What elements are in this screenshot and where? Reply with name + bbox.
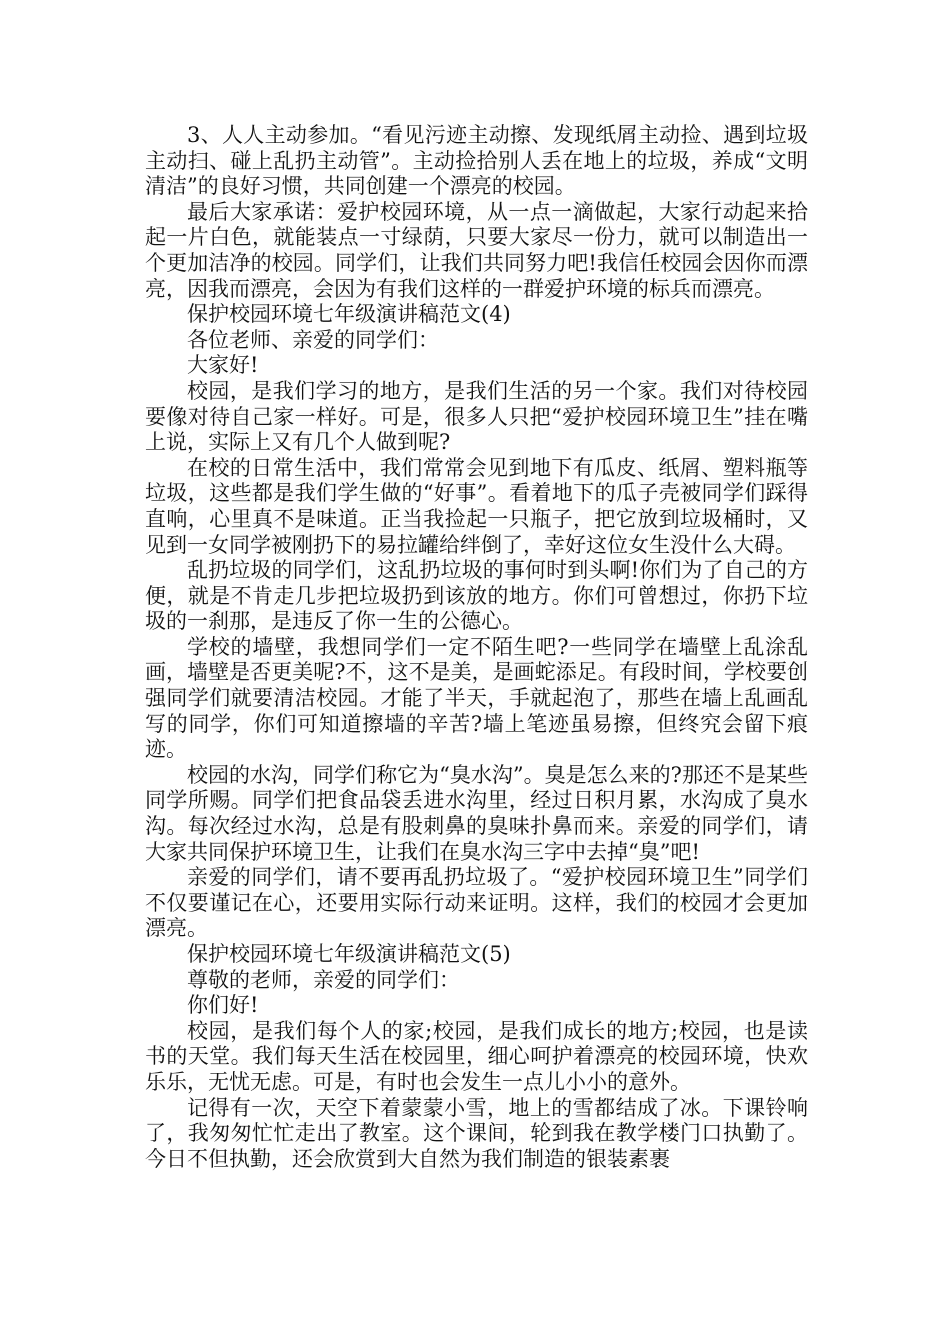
section-title-4: 保护校园环境七年级演讲稿范文(4) [187, 302, 511, 327]
section-title-5: 保护校园环境七年级演讲稿范文(5) [187, 942, 511, 966]
greeting-hello-5: 你们好! [187, 993, 259, 1018]
paragraph-participation: 3、人人主动参加。“看见污迹主动擦、发现纸屑主动捡、遇到垃圾主动扫、碰上乱扔主动管”。主动捡拾别人丢在地上的垃圾，养成“文明清洁”的良好习惯，共同创建一个漂亮的校园。 [145, 123, 808, 199]
paragraph-littering: 乱扔垃圾的同学们，这乱扔垃圾的事何时到头啊!你们为了自己的方便，就是不肯走几步把垃圾扔到该放的地方。你们可曾想过，你扔下垃圾的一刹那，是违反了你一生的公德心。 [145, 558, 808, 634]
paragraph-appeal: 亲爱的同学们，请不要再乱扔垃圾了。“爱护校园环境卫生”同学们不仅要谨记在心，还要用实际行动来证明。这样，我们的校园才会更加漂亮。 [145, 865, 808, 941]
document-page [145, 123, 808, 1172]
paragraph-promise: 最后大家承诺：爱护校园环境，从一点一滴做起，大家行动起来拾起一片白色，就能装点一寸绿荫，只要大家尽一份力，就可以制造出一个更加洁净的校园。同学们，让我们共同努力吧!我信任校园会因你而漂亮，因我而漂亮，会因为有我们这样的一群爱护环境的标兵而漂亮。 [145, 199, 808, 301]
greeting-hello-4: 大家好! [187, 353, 259, 378]
greeting-salutation-5: 尊敬的老师，亲爱的同学们： [187, 967, 460, 992]
paragraph-campus-home: 校园，是我们学习的地方，是我们生活的另一个家。我们对待校园要像对待自己家一样好。可是，很多人只把“爱护校园环境卫生”挂在嘴上说，实际上又有几个人做到呢? [145, 378, 808, 455]
greeting-salutation-4: 各位老师、亲爱的同学们： [187, 327, 439, 352]
paragraph-campus-family: 校园，是我们每个人的家;校园，是我们成长的地方;校园，也是读书的天堂。我们每天生活在校园里，细心呵护着漂亮的校园环境，快欢乐乐，无忧无虑。可是，有时也会发生一点儿小小的意外。 [145, 1018, 808, 1094]
paragraph-snow-day: 记得有一次，天空下着蒙蒙小雪，地上的雪都结成了冰。下课铃响了，我匆匆忙忙走出了教室。这个课间，轮到我在教学楼门口执勤了。今日不但执勤，还会欣赏到大自然为我们制造的银装素裹 [145, 1095, 808, 1171]
paragraph-ditch: 校园的水沟，同学们称它为“臭水沟”。臭是怎么来的?那还不是某些同学所赐。同学们把食品袋丢进水沟里，经过日积月累，水沟成了臭水沟。每次经过水沟，总是有股刺鼻的臭味扑鼻而来。亲爱的同学们，请大家共同保护环境卫生，让我们在臭水沟三字中去掉“臭”吧! [145, 762, 808, 864]
paragraph-walls: 学校的墙壁，我想同学们一定不陌生吧?一些同学在墙壁上乱涂乱画，墙壁是否更美呢?不，这不是美，是画蛇添足。有段时间，学校要创强同学们就要清洁校园。才能了半天，手就起泡了，那些在墙上乱画乱写的同学，你们可知道擦墙的辛苦?墙上笔迹虽易擦，但终究会留下痕迹。 [145, 634, 808, 762]
paragraph-daily-life: 在校的日常生活中，我们常常会见到地下有瓜皮、纸屑、塑料瓶等垃圾，这些都是我们学生做的“好事”。看着地下的瓜子壳被同学们踩得直响，心里真不是味道。正当我捡起一只瓶子，把它放到垃圾桶时，又见到一女同学被刚扔下的易拉罐给绊倒了，幸好这位女生没什么大碍。 [145, 455, 808, 557]
